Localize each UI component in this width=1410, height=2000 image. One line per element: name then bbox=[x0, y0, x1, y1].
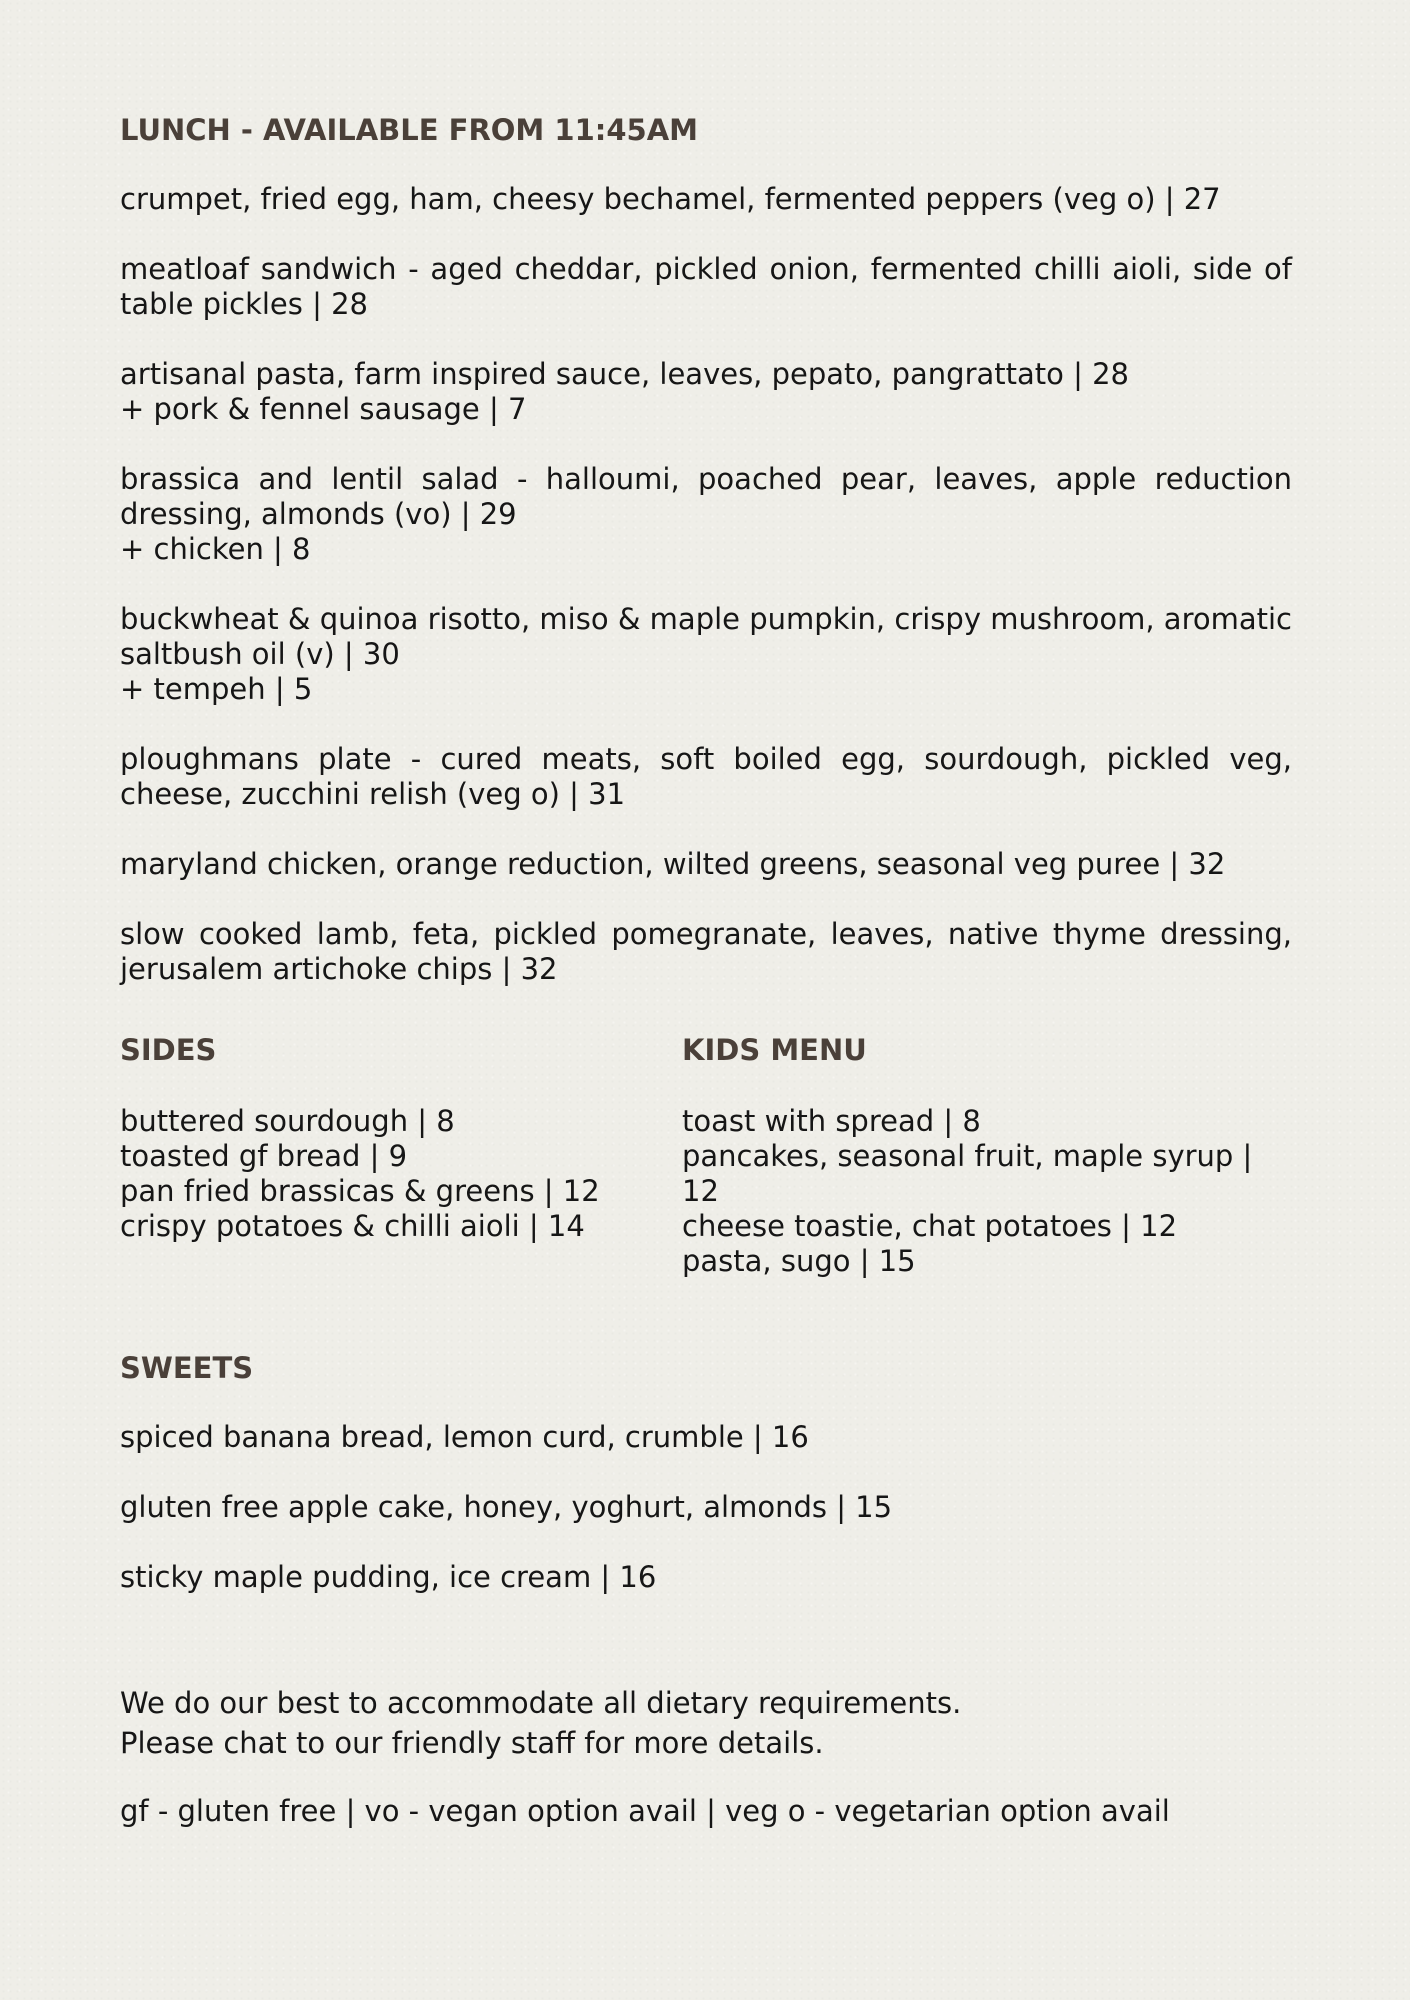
sweets-heading: SWEETS bbox=[120, 1351, 254, 1385]
dietary-notes bbox=[120, 1683, 1292, 1763]
sweets-item: gluten free apple cake, honey, yoghurt, almonds | 15 bbox=[120, 1490, 893, 1524]
sides-section bbox=[120, 1032, 682, 1279]
menu-item-description: slow cooked lamb, feta, pickled pomegranate, leaves, native thyme dressing, jerusalem artichoke chips | 32 bbox=[120, 917, 1292, 986]
dietary-legend: gf - gluten free | vo - vegan option avail | veg o - vegetarian option avail bbox=[120, 1794, 1170, 1828]
menu-item-description: crumpet, fried egg, ham, cheesy bechamel, fermented peppers (veg o) | 27 bbox=[120, 182, 1221, 216]
kids-menu-item: cheese toastie, chat potatoes | 12 bbox=[682, 1209, 1178, 1243]
menu-item bbox=[120, 252, 1292, 322]
sides-item: toasted gf bread | 9 bbox=[120, 1139, 408, 1173]
dietary-note-line: Please chat to our friendly staff for more details. bbox=[120, 1726, 824, 1760]
menu-item bbox=[120, 357, 1292, 427]
lunch-section bbox=[120, 112, 1292, 987]
menu-item bbox=[120, 182, 1292, 217]
menu-item-description: brassica and lentil salad - halloumi, poached pear, leaves, apple reduction dressing, almonds (vo) | 29 bbox=[120, 462, 1292, 531]
menu-item-description: buckwheat & quinoa risotto, miso & maple pumpkin, crispy mushroom, aromatic saltbush oil (v) | 30 bbox=[120, 602, 1292, 671]
menu-item bbox=[120, 917, 1292, 987]
kids-menu-item: pancakes, seasonal fruit, maple syrup | 12 bbox=[682, 1139, 1253, 1208]
menu-item bbox=[120, 742, 1292, 812]
sides-kids-columns bbox=[120, 1032, 1292, 1279]
sweets-item: sticky maple pudding, ice cream | 16 bbox=[120, 1560, 657, 1594]
menu-item bbox=[120, 847, 1292, 882]
sweets-item: spiced banana bread, lemon curd, crumble | 16 bbox=[120, 1420, 809, 1454]
menu-item-addon: + chicken | 8 bbox=[120, 532, 311, 566]
menu-item-addon: + pork & fennel sausage | 7 bbox=[120, 392, 527, 426]
menu-item-description: artisanal pasta, farm inspired sauce, leaves, pepato, pangrattato | 28 bbox=[120, 357, 1129, 391]
menu-item-description: meatloaf sandwich - aged cheddar, pickled onion, fermented chilli aioli, side of table pickles | 28 bbox=[120, 252, 1292, 321]
menu-item-description: ploughmans plate - cured meats, soft boiled egg, sourdough, pickled veg, cheese, zucchini relish (veg o) | 31 bbox=[120, 742, 1292, 811]
sides-heading: SIDES bbox=[120, 1033, 217, 1067]
kids-menu-section bbox=[682, 1032, 1292, 1279]
sides-item: pan fried brassicas & greens | 12 bbox=[120, 1174, 600, 1208]
kids-menu-item: pasta, sugo | 15 bbox=[682, 1244, 916, 1278]
sweets-section bbox=[120, 1350, 1292, 1595]
kids-menu-heading: KIDS MENU bbox=[682, 1033, 867, 1067]
kids-menu-item: toast with spread | 8 bbox=[682, 1104, 981, 1138]
menu-item-description: maryland chicken, orange reduction, wilted greens, seasonal veg puree | 32 bbox=[120, 847, 1226, 881]
menu-item-addon: + tempeh | 5 bbox=[120, 672, 313, 706]
sides-item: buttered sourdough | 8 bbox=[120, 1104, 455, 1138]
sides-item: crispy potatoes & chilli aioli | 14 bbox=[120, 1209, 585, 1243]
menu-item bbox=[120, 462, 1292, 567]
lunch-heading: LUNCH - AVAILABLE FROM 11:45AM bbox=[120, 113, 699, 147]
menu-content bbox=[120, 112, 1292, 1829]
dietary-note-line: We do our best to accommodate all dietary requirements. bbox=[120, 1686, 962, 1720]
menu-item bbox=[120, 602, 1292, 707]
